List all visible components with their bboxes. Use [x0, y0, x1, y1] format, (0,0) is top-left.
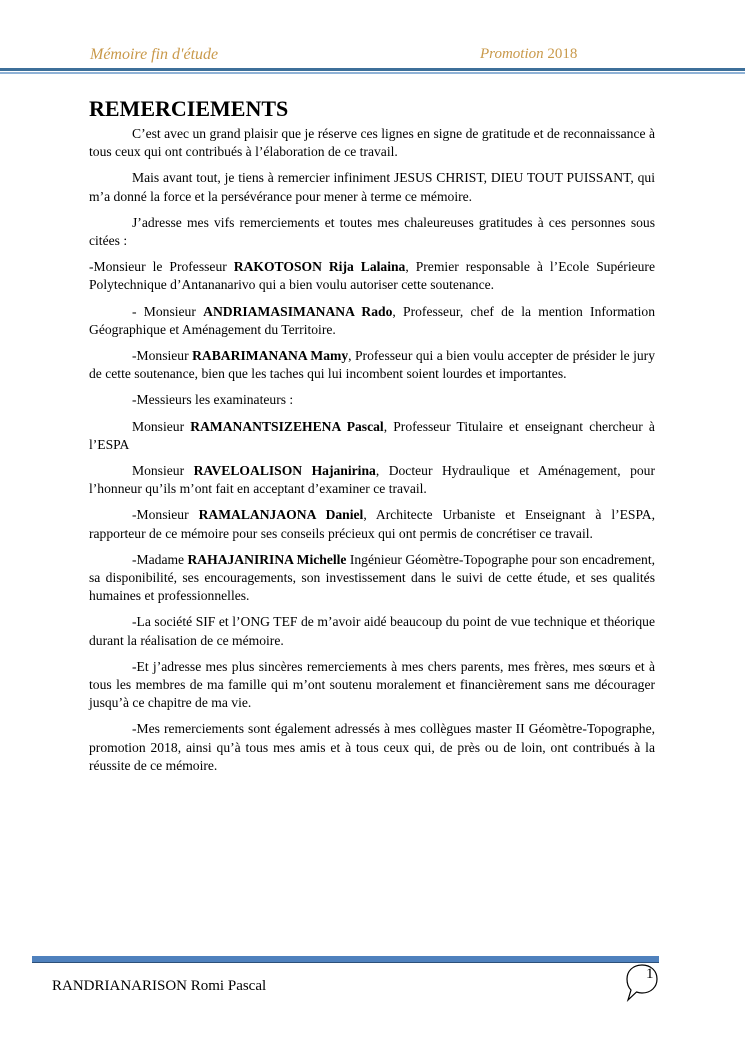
text-run: -Monsieur: [132, 348, 193, 364]
text-run: -Madame: [132, 551, 188, 567]
person-name: RAMANANTSIZEHENA Pascal: [190, 418, 384, 434]
page-header: [90, 46, 650, 66]
person-name: RAVELOALISON Hajanirina: [193, 463, 376, 479]
text-run: , Professeur, chef de la mention Information Géographique et Aménagement du Territoire.: [89, 303, 655, 337]
header-title: Mémoire fin d'étude: [90, 46, 219, 63]
header-rule-light: [0, 72, 745, 74]
text-run: , Architecte Urbaniste et Enseignant à l’ESPA, rapporteur de ce mémoire pour ses conseils précieux qui ont permis de concrétiser ce travail.: [89, 507, 656, 541]
text-run: Ingénieur Géomètre-Topographe pour son encadrement, sa disponibilité, ses encouragements, son investissement dans le suivi de cette étude, et ses qualités humaines et professionnelles.: [89, 551, 656, 604]
paragraph: [89, 506, 655, 542]
paragraph: -La société SIF et l’ONG TEF de m’avoir aidé beaucoup du point de vue technique et théorique durant la réalisation de ce mémoire.: [89, 614, 655, 648]
text-run: - Monsieur: [132, 303, 204, 319]
paragraph: Mais avant tout, je tiens à remercier infiniment JESUS CHRIST, DIEU TOUT PUISSANT, qui m’a donné la force et la persévérance pour mener à terme ce mémoire.: [89, 170, 655, 204]
text-run: , Docteur Hydraulique et Aménagement, pour l’honneur qu’ils m’ont fait en acceptant d’examiner ce travail.: [89, 463, 655, 497]
document-body: [89, 96, 655, 783]
person-name: RAMALANJAONA Daniel: [198, 507, 364, 523]
text-run: Monsieur: [132, 463, 194, 479]
page-number: 1: [646, 966, 654, 982]
footer-author: RANDRIANARISON Romi Pascal: [52, 978, 267, 994]
text-run: , Professeur Titulaire et enseignant chercheur à l’ESPA: [89, 418, 655, 452]
paragraph: -Messieurs les examinateurs :: [132, 392, 294, 408]
text-run: -Monsieur: [132, 507, 199, 523]
paragraph: C’est avec un grand plaisir que je réserve ces lignes en signe de gratitude et de reconnaissance à tous ceux qui ont contribués à l’élaboration de ce travail.: [89, 126, 655, 160]
paragraph: [89, 258, 655, 294]
header-promotion-year: 2018: [547, 46, 578, 62]
speech-bubble-icon: [624, 962, 660, 1004]
paragraph: [89, 462, 655, 498]
page-title: REMERCIEMENTS: [89, 96, 289, 121]
paragraph: J’adresse mes vifs remerciements et toutes mes chaleureuses gratitudes à ces personnes sous citées :: [89, 214, 655, 249]
person-name: RABARIMANANA Mamy: [192, 348, 349, 364]
footer-rule-dark: [32, 962, 659, 963]
header-rule: [0, 68, 745, 71]
header-promotion-label: Promotion: [480, 46, 544, 62]
paragraph: [89, 551, 655, 606]
text-run: Monsieur: [132, 418, 191, 434]
text-run: , Professeur qui a bien voulu accepter de présider le jury de cette soutenance, bien que les taches qui lui incombent soient lourdes et importantes.: [89, 348, 656, 382]
text-run: , Premier responsable à l’Ecole Supérieure Polytechnique d’Antananarivo qui a bien voulu autoriser cette soutenance.: [89, 259, 655, 293]
person-name: RAHAJANIRINA Michelle: [187, 551, 347, 567]
paragraph: -Mes remerciements sont également adressés à mes collègues master II Géomètre-Topographe, promotion 2018, ainsi qu’à tous mes amis et à tous ceux qui, de près ou de loin, ont contribués à la réussite de ce mémoire.: [89, 721, 655, 773]
page-number-badge: [624, 962, 660, 1004]
paragraph: -Et j’adresse mes plus sincères remerciements à mes chers parents, mes frères, mes sœurs et à tous les membres de ma famille qui m’ont soutenu moralement et financièrement sans me décourager jusqu’à ce chapitre de ma vie.: [89, 658, 655, 711]
person-name: ANDRIAMASIMANANA Rado: [203, 303, 393, 319]
paragraph: [89, 303, 655, 339]
paragraph: [89, 418, 655, 454]
person-name: RAKOTOSON Rija Lalaina: [233, 259, 406, 275]
text-run: -Monsieur le Professeur: [89, 259, 234, 275]
paragraph: [89, 347, 655, 383]
header-promotion: [480, 46, 577, 63]
